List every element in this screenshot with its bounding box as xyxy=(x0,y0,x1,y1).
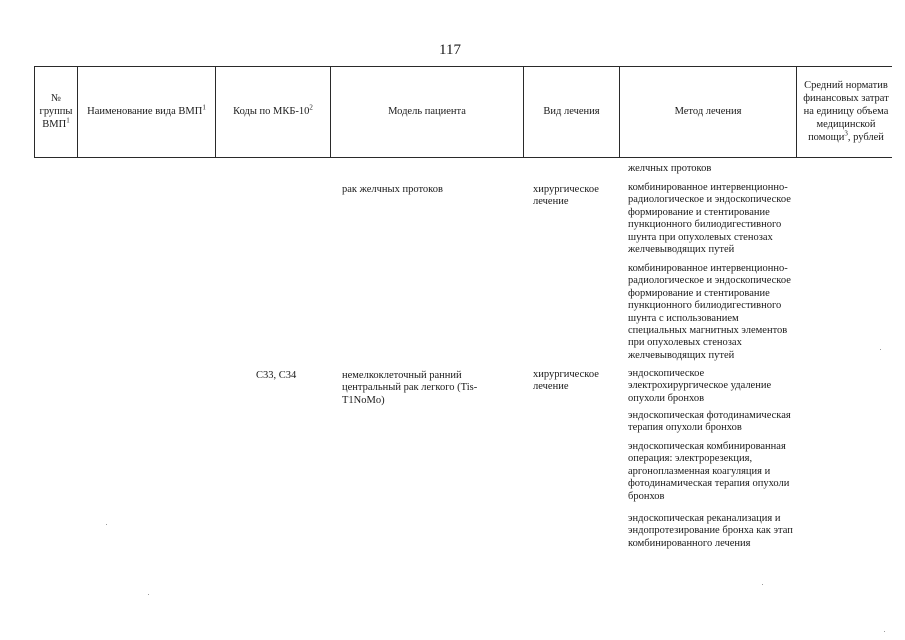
header-icd-codes: Коды по МКБ-$10^2$ xyxy=(233,103,313,117)
header-vmp-name: Наименование вида ВМП$^1$ xyxy=(87,103,206,117)
method-item: желчных протоков xyxy=(628,163,712,174)
header-bottom-border xyxy=(34,157,892,158)
header-treatment-type: Вид лечения xyxy=(543,106,600,117)
scan-speck xyxy=(880,349,881,350)
header-group-number: № группы ВМП$^1$ xyxy=(39,93,73,130)
header-treatment-method: Метод лечения xyxy=(674,106,742,117)
treatment-type-surgical: хирургическое лечение xyxy=(533,184,599,208)
method-item: эндоскопическая комбинированная операция: электрорезекция, аргоноплазменная коагуляция и фотодинамическая терапия опухоли бронхов xyxy=(628,441,790,502)
treatment-type-surgical: хирургическое лечение xyxy=(533,369,599,393)
method-item: эндоскопическая фотодинамическая терапия опухоли бронхов xyxy=(628,410,791,434)
method-item: комбинированное интервенционно-радиологическое и эндоскопическое формирование и стентирование пункционного билиодигестивного шунта при опухолевых стенозах желчевыводящих путей xyxy=(628,182,791,256)
header-patient-model: Модель пациента xyxy=(388,106,466,117)
patient-model-lung-cancer: немелкоклеточный ранний центральный рак легкого (Tis-T1NoMo) xyxy=(342,370,478,406)
scan-speck xyxy=(106,524,107,525)
scan-speck xyxy=(884,631,885,632)
header-cost-norm: Средний норматив финансовых затрат на единицу объема медицинской помощи$^3$, рублей xyxy=(803,80,889,143)
icd-codes: C33, C34 xyxy=(256,370,297,381)
method-item: комбинированное интервенционно-радиологическое и эндоскопическое формирование и стентирование пункционного билиодигестивного шунта с использованием специальных магнитных элементов при опухолевых стенозах желчевыводящих путей xyxy=(628,263,791,361)
method-item: эндоскопическое электрохирургическое удаление опухоли бронхов xyxy=(628,368,772,404)
page-number: 117 xyxy=(439,42,461,58)
method-item: эндоскопическая реканализация и эндопротезирование бронха как этап комбинированного лечения xyxy=(628,513,793,549)
patient-model-bile-duct: рак желчных протоков xyxy=(342,184,443,195)
scan-speck xyxy=(762,584,763,585)
scan-speck xyxy=(148,594,149,595)
